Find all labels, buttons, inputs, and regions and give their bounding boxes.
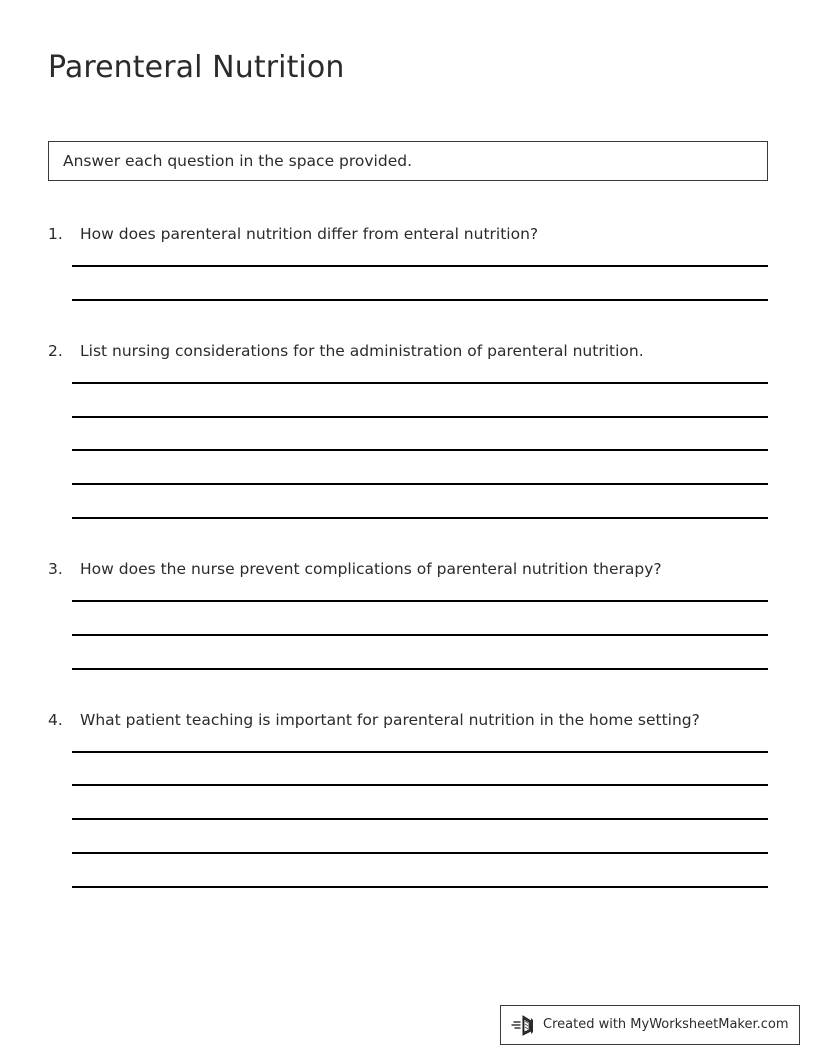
answer-line[interactable] bbox=[72, 382, 768, 384]
question-heading bbox=[48, 708, 768, 733]
instruction-box bbox=[48, 141, 768, 181]
answer-line[interactable] bbox=[72, 600, 768, 602]
question-text: How does the nurse prevent complications of parenteral nutrition therapy? bbox=[80, 559, 662, 578]
question-block bbox=[48, 708, 768, 888]
question-spacer bbox=[48, 301, 768, 339]
answer-lines bbox=[48, 600, 768, 670]
answer-line[interactable] bbox=[72, 483, 768, 485]
quill-pen-icon bbox=[511, 1014, 537, 1036]
question-heading bbox=[48, 557, 768, 582]
question-text: What patient teaching is important for parenteral nutrition in the home setting? bbox=[80, 710, 700, 729]
question-number: 2. bbox=[48, 341, 63, 360]
answer-line[interactable] bbox=[72, 449, 768, 451]
instruction-text: Answer each question in the space provided. bbox=[63, 152, 413, 170]
question-text: List nursing considerations for the administration of parenteral nutrition. bbox=[80, 341, 644, 360]
page-title: Parenteral Nutrition bbox=[48, 50, 345, 85]
question-number: 1. bbox=[48, 225, 63, 243]
answer-line[interactable] bbox=[72, 886, 768, 888]
answer-lines bbox=[48, 382, 768, 519]
question-text: How does parenteral nutrition differ from enteral nutrition? bbox=[80, 225, 539, 243]
question-heading bbox=[48, 222, 768, 247]
answer-line[interactable] bbox=[72, 416, 768, 418]
answer-line[interactable] bbox=[72, 751, 768, 753]
answer-line[interactable] bbox=[72, 818, 768, 820]
question-block bbox=[48, 557, 768, 670]
answer-line[interactable] bbox=[72, 517, 768, 519]
question-heading bbox=[48, 339, 768, 364]
question-spacer bbox=[48, 670, 768, 708]
answer-line[interactable] bbox=[72, 784, 768, 786]
answer-line[interactable] bbox=[72, 852, 768, 854]
answer-line[interactable] bbox=[72, 634, 768, 636]
questions-list bbox=[48, 222, 768, 888]
question-spacer bbox=[48, 519, 768, 557]
question-number: 4. bbox=[48, 710, 63, 729]
question-block bbox=[48, 222, 768, 301]
answer-lines bbox=[48, 751, 768, 888]
answer-line[interactable] bbox=[72, 299, 768, 301]
question-number: 3. bbox=[48, 559, 63, 578]
badge-label: Created with MyWorksheetMaker.com bbox=[543, 1017, 789, 1032]
question-block bbox=[48, 339, 768, 519]
answer-line[interactable] bbox=[72, 668, 768, 670]
answer-line[interactable] bbox=[72, 265, 768, 267]
answer-lines bbox=[48, 265, 768, 301]
made-with-badge[interactable] bbox=[500, 1005, 800, 1045]
